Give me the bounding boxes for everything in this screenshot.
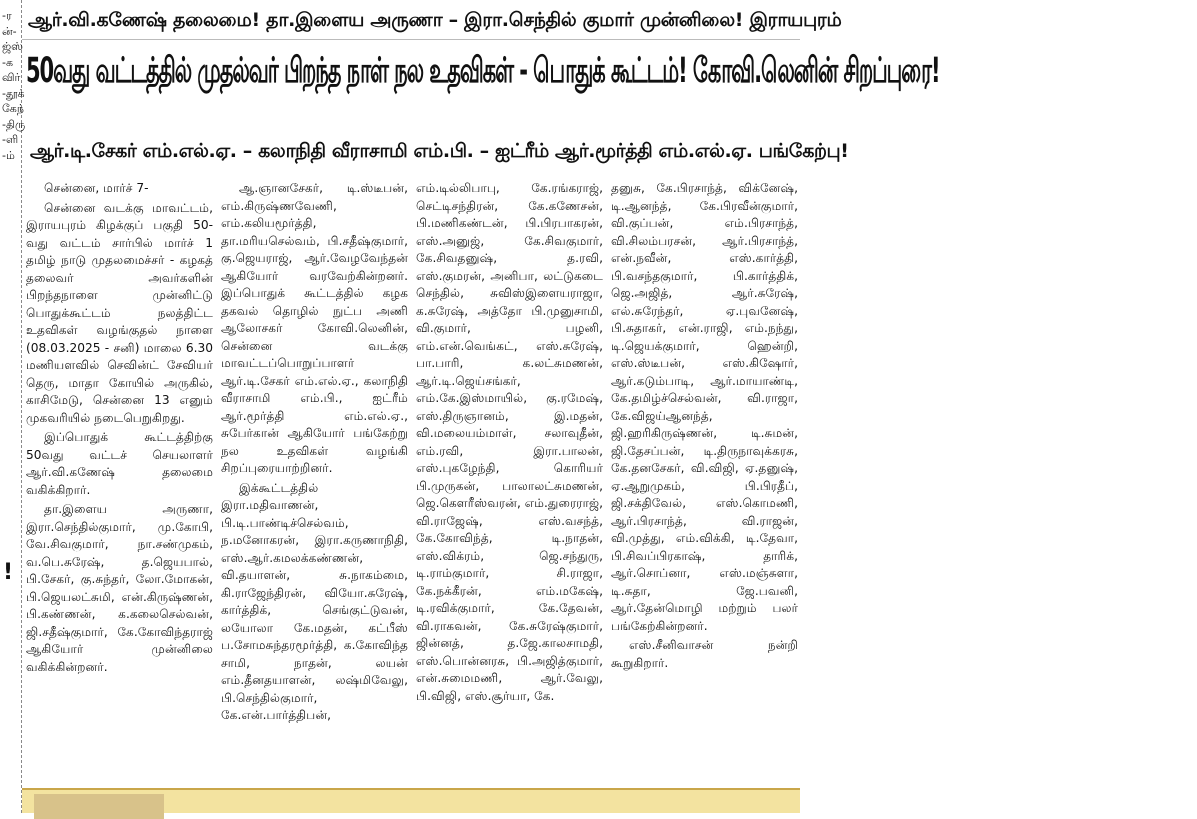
paragraph: இப்பொதுக் கூட்டத்திற்கு 50வது வட்டச் செயலாளர் ஆர்.வி.கணேஷ் தலைமை வகிக்கிறார்.	[26, 430, 213, 497]
main-headline: 50வது வட்டத்தில் முதல்வர் பிறந்த நாள் நல உதவிகள் - பொதுக் கூட்டம்! கோவி.லெனின் சிறப்புரை!	[26, 50, 940, 92]
adjacent-column-strip	[0, 0, 26, 813]
paragraph: இக்கூட்டத்தில் இரா.மதிவாணன், பி.டி.பாண்டிச்செல்வம், ந.மனோகரன், இரா.கருணாநிதி, எஸ்.ஆர்.கமலக்கண்ணன், வி.தயாளன், சு.நாகம்மை, கி.ராஜேந்திரன், வியோ.சுரேஷ், கார்த்திக், செங்குட்டுவன், லயோலா கே.மதன், கட்பீஸ் ப.சோமசுந்தரமூர்த்தி, க.கோவிந்த சாமி, நாதன், லயன் எம்.தீனதயாளன், லஷ்மிவேலு, பி.செந்தில்குமார், கே.என்.பார்த்திபன்,	[221, 480, 408, 722]
strap-title: ஆர்.வி.கணேஷ் தலைமை! தா.இளைய அருணா – இரா.செந்தில் குமார் முன்னிலை! இராயபுரம்	[22, 0, 800, 40]
article-column-2	[221, 180, 408, 780]
adjacent-column-text: -ரன்-ஜ்ஸ்-கவிர் -தூக்கேந் -திரு-ளி-ம்	[2, 9, 26, 162]
article-column-4	[611, 180, 798, 780]
paragraph: எஸ்.சீனிவாசன் நன்றி கூறுகிறார்.	[611, 638, 798, 670]
paragraph: தா.இளைய அருணா, இரா.செந்தில்குமார், மு.கோபி, வே.சிவகுமார், நா.சண்முகம், வ.பெ.சுரேஷ், த.ஜெயபால், பி.சேகர், கு.சுந்தர், லோ.மோகன், பி.ஜெயலட்சுமி, என்.கிருஷ்ணன், பி.கண்ணன், க.கலைசெல்வன், ஜி.சதீஷ்குமார், கே.கோவிந்தராஜ் ஆகியோர் முன்னிலை வகிக்கின்றனர்.	[26, 502, 213, 674]
sub-headline: ஆர்.டி.சேகர் எம்.எல்.ஏ. – கலாநிதி வீராசாமி எம்.பி. – ஐட்ரீம் ஆர்.மூர்த்தி எம்.எல்.ஏ. பங்கேற்பு!	[30, 140, 849, 162]
paragraph: தனுசு, கே.பிரசாந்த், விக்னேஷ், டி.ஆனந்த், கே.பிரவீன்குமார், வி.குப்பன், எம்.பிரசாந்த், வி.சிலம்பரசன், ஆர்.பிரசாந்த், என்.நவீன், எஸ்.கார்த்தி, பி.வசந்தகுமார், பி.கார்த்திக், ஜெ.அஜித், ஆர்.சுரேஷ், எல்.சுரேந்தர், ஏ.புவனேஷ், பி.சுதாகர், என்.ராஜி, எம்.நந்து, டி.ஜெயக்குமார், ஹென்றி, எஸ்.ஸ்டீபன், எஸ்.கிஷோர், ஆர்.கடும்பாடி, ஆர்.மாயாண்டி, கே.தமிழ்ச்செல்வன், வி.ராஜா, கே.விஜய்ஆனந்த், ஜி.ஹரிகிருஷ்ணன், டி.சுமன், ஜி.தேசப்பன், டி.திருநாவுக்கரசு, கே.தனசேகர், வி.விஜி, ஏ.தனுஷ், ஏ.ஆறுமுகம், பி.பிரதீப், ஜி.சக்திவேல், எஸ்.கொமணி, ஆர்.பிரசாந்த், வி.ராஜன், வி.முத்து, எம்.விக்கி, டி.தேவா, பி.சிவப்பிரகாஷ், தாரிக், ஆர்.சொப்னா, எஸ்.மஞ்சுளா, டி.சுதா, ஜே.பவனி, ஆர்.தேன்மொழி மற்றும் பலர் பங்கேற்கின்றனர்.	[611, 181, 798, 633]
paragraph: சென்னை வடக்கு மாவட்டம், இராயபுரம் கிழக்குப் பகுதி 50-வது வட்டம் சார்பில் மார்ச் 1 தமிழ் நாடு முதலமைச்சர் - கழகத் தலைவர் அவர்களின் பிறந்தநாளை முன்னிட்டு பொதுக்கூட்டம் நலத்திட்ட உதவிகள் வழங்குதல் நாளை (08.03.2025 - சனி) மாலை 6.30 மணியளவில் செவின்ட் சேவியர் தெரு, மாதா கோயில் அருகில், காசிமேடு, சென்னை 13 எனும் முகவரியில் நடைபெறுகிறது.	[26, 200, 213, 425]
article-body	[26, 180, 800, 780]
article-column-1	[26, 180, 213, 780]
next-article-banner	[22, 788, 800, 813]
paragraph: எம்.டில்லிபாபு, கே.ரங்கராஜ், செட்டிசந்திரன், கே.கணேசன், பி.மணிகண்டன், பி.பிரபாகரன், எஸ்.அனுஜ், கே.சிவகுமார், கே.சிவதனுஷ், த.ரவி, எஸ்.குமரன், அனிபா, லட்டுகடை செந்தில், சுவிஸ்இளையராஜா, க.சுரேஷ், அத்தோ பி.முனுசாமி, வி.குமார், பழனி, எம்.என்.வெங்கட், எஸ்.சுரேஷ், பா.பாரி, க.லட்சுமணன், ஆர்.டி.ஜெய்சங்கர், எம்.கே.இஸ்மாயில், கு.ரமேஷ், எஸ்.திருஞானம், இ.மதன், வி.மலையம்மாள், சலாவுதீன், எம்.ரவி, இரா.பாலன், எஸ்.புகழேந்தி, கொரியர் பி.முருகன், பாலாலட்சுமணன், ஜெ.கெளரீஸ்வரன், எம்.துரைராஜ், வி.ராஜேஷ், எஸ்.வசந்த், கே.கோவிந்த், டி.நாதன், எஸ்.விக்ரம், ஜெ.சந்துரு, டி.ராம்குமார், சி.ராஜா, கே.நக்கீரன், எம்.மகேஷ், டி.ரவிக்குமார், கே.தேவன், வி.ராகவன், கே.சுரேஷ்குமார், ஜின்னத், த.ஜே.காலசாமதி, எஸ்.பொன்னரசு, பி.அஜித்குமார், என்.சுமைமணி, ஆர்.வேலு, பி.விஜி, எஸ்.சூர்யா, கே.	[416, 181, 604, 703]
dateline: சென்னை, மார்ச் 7-	[44, 181, 149, 195]
article-column-3	[416, 180, 603, 780]
paragraph: ஆ.ஞானசேகர், டி.ஸ்டீபன், எம்.கிருஷ்ணவேணி, எம்.கலியமூர்த்தி, தா.மரியசெல்வம், பி.சதீஷ்குமார், கு.ஜெயராஜ், ஆர்.வேழவேந்தன் ஆகியோர் வரவேற்கின்றனர். இப்பொதுக் கூட்டத்தில் கழக தகவல் தொழில் நுட்ப அணி ஆலோசகர் கோவி.லெனின், சென்னை வடக்கு மாவட்டப்பொறுப்பாளர் ஆர்.டி.சேகர் எம்.எல்.ஏ., கலாநிதி வீராசாமி எம்.பி., ஐட்ரீம் ஆர்.மூர்த்தி எம்.எல்.ஏ., சுபேர்கான் ஆகியோர் பங்கேற்று நல உதவிகள் வழங்கி சிறப்புரையாற்றினர்.	[221, 181, 408, 475]
adjacent-exclaim: !	[3, 560, 14, 585]
banner-photo	[34, 794, 164, 819]
